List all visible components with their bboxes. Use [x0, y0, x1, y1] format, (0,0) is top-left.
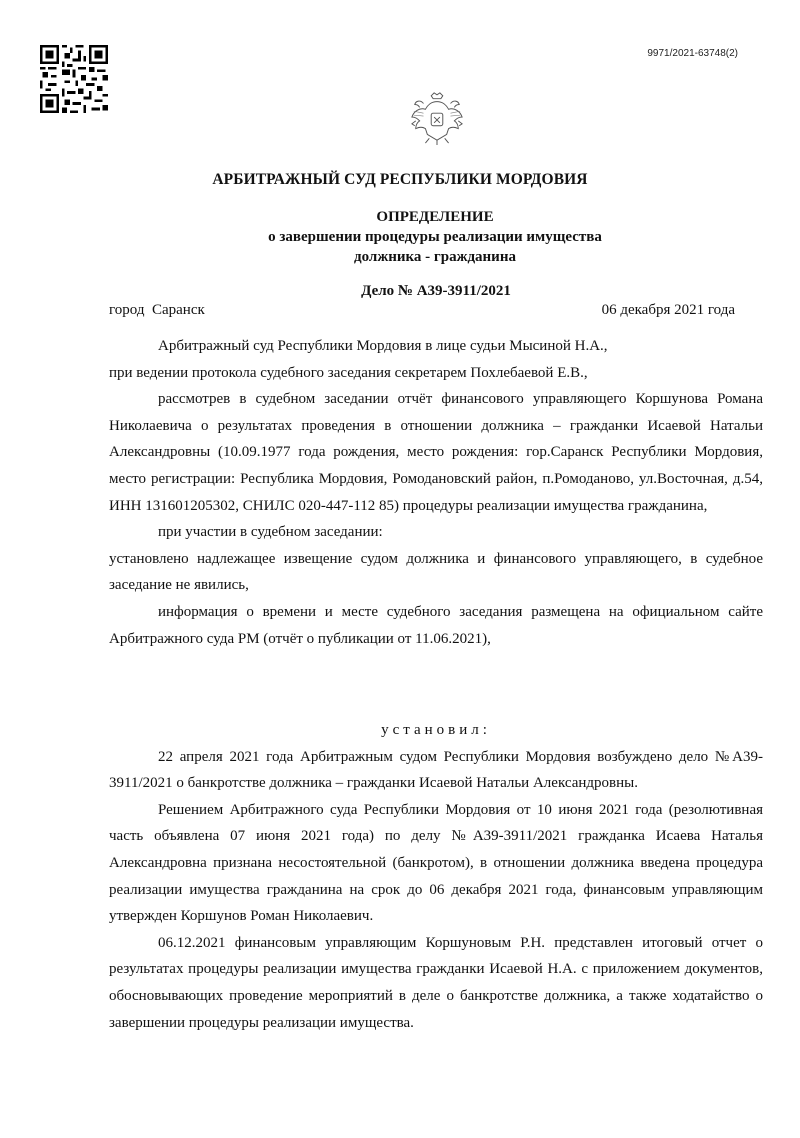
- document-title-block: [60, 207, 800, 267]
- document-type: ОПРЕДЕЛЕНИЕ: [376, 209, 494, 225]
- intro-paragraph-secretary: при ведении протокола судебного заседания секретарем Похлебаевой Е.В.,: [109, 364, 588, 381]
- findings-paragraph-decision: Решением Арбитражного суда Республики Мордовия от 10 июня 2021 года (резолютивная часть объявлена 07 июня 2021 года) по делу №А39-3911/2021 гражданка Исаева Наталья Александровна признана несостоятельной (банкротом), в отношении должника введена процедура реализации имущества гражданина на срок до 06 декабря 2021 года, финансовым управляющим утвержден Коршунов Роман Николаевич.: [109, 801, 763, 925]
- court-name: АРБИТРАЖНЫЙ СУД РЕСПУБЛИКИ МОРДОВИЯ: [212, 171, 588, 188]
- intro-paragraph-judge: Арбитражный суд Республики Мордовия в лице судьи Мысиной Н.А.,: [158, 338, 608, 354]
- document-subtitle-line-2: должника - гражданина: [354, 249, 516, 265]
- findings-paragraph-report: 06.12.2021 финансовым управляющим Коршуновым Р.Н. представлен итоговый отчет о результатах процедуры реализации имущества гражданки Исаевой Н.А. с приложением документов, обосновывающих проведение мероприятий в деле о банкротстве должника, а также ходатайство о завершении процедуры реализации имущества.: [109, 934, 763, 1031]
- established-heading: установил:: [381, 722, 491, 738]
- city: город Саранск: [109, 302, 205, 318]
- intro-paragraph-considered: рассмотрев в судебном заседании отчёт финансового управляющего Коршунова Романа Николаевича о результатах проведения в отношении должника – гражданки Исаевой Натальи Александровны (10.09.1977 года рождения, место рождения: гор.Саранск Республики Мордовия, место регистрации: Республика Мордовия, Ромодановский район, п.Ромоданово, ул.Восточная, д.54, ИНН 131601205302, СНИЛС 020-447-112 85) процедуры реализации имущества гражданина,: [109, 391, 763, 514]
- document-number: 9971/2021-63748(2): [647, 48, 738, 59]
- document-subtitle-line-1: о завершении процедуры реализации имущества: [268, 229, 602, 245]
- intro-section: [109, 333, 763, 652]
- findings-paragraph-case-opened: 22 апреля 2021 года Арбитражным судом Республики Мордовия возбуждено дело №А39-3911/2021 о банкротстве должника – гражданки Исаевой Натальи Александровны.: [109, 748, 763, 792]
- place-date-row: [109, 302, 735, 319]
- intro-paragraph-participation: при участии в судебном заседании:: [158, 524, 383, 541]
- intro-paragraph-publication: информация о времени и месте судебного заседания размещена на официальном сайте Арбитражного суда РМ (отчёт о публикации от 11.06.2021),: [109, 603, 763, 647]
- findings-section: [109, 717, 763, 1036]
- russian-coat-of-arms-icon: [408, 90, 466, 146]
- decision-date: 06 декабря 2021 года: [601, 302, 735, 318]
- intro-paragraph-notice: установлено надлежащее извещение судом должника и финансового управляющего, в судебное заседание не явились,: [109, 550, 763, 594]
- qr-code-icon: [40, 45, 108, 113]
- case-number: Дело № А39-3911/2021: [361, 283, 511, 299]
